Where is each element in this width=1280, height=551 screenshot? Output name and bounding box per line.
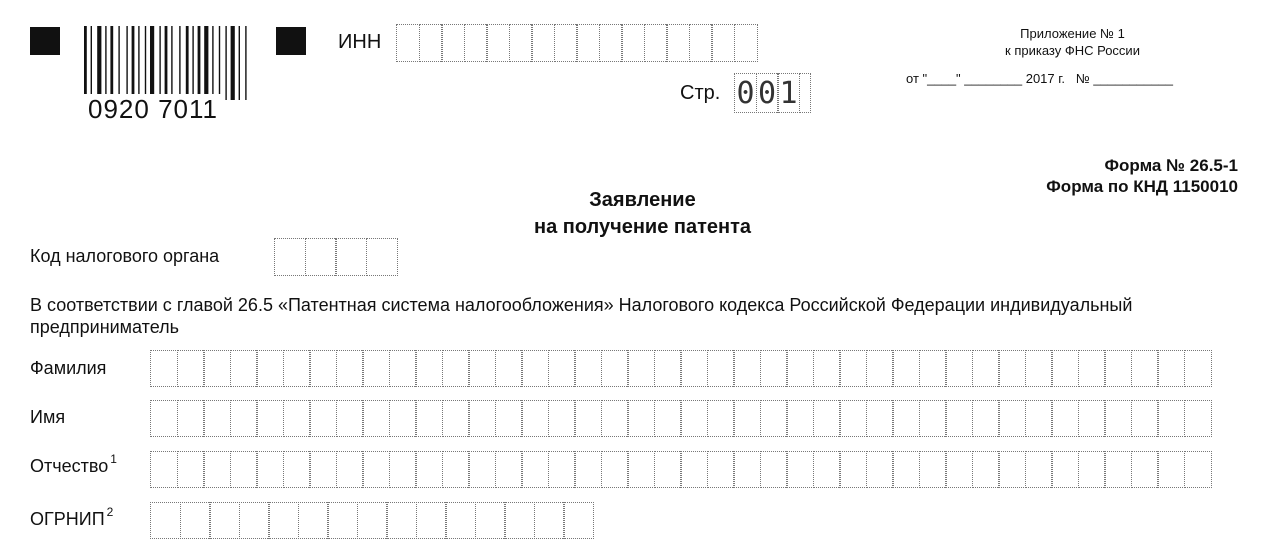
input-cell[interactable]: [654, 451, 682, 488]
input-cell[interactable]: [415, 451, 443, 488]
input-cell[interactable]: [707, 400, 735, 437]
barcode-bar: [204, 26, 208, 100]
input-cell[interactable]: [998, 350, 1026, 387]
input-cell[interactable]: [504, 502, 535, 539]
barcode-bar: [219, 26, 220, 100]
input-cell[interactable]: [327, 502, 358, 539]
input-cell[interactable]: [298, 502, 329, 539]
input-cell[interactable]: [150, 350, 178, 387]
input-cell[interactable]: [1078, 400, 1106, 437]
input-cell[interactable]: [209, 502, 240, 539]
input-cell[interactable]: [442, 400, 470, 437]
input-cell[interactable]: [1104, 451, 1132, 488]
input-cell[interactable]: [866, 451, 894, 488]
input-cell[interactable]: [521, 400, 549, 437]
input-cell[interactable]: [1104, 400, 1132, 437]
input-cell[interactable]: [733, 451, 761, 488]
input-cell[interactable]: [442, 350, 470, 387]
barcode-bar: [126, 26, 127, 100]
input-cell[interactable]: [468, 350, 496, 387]
input-cell[interactable]: [531, 24, 555, 62]
tax-code-label: Код налогового органа: [30, 246, 220, 266]
input-cell[interactable]: [230, 451, 258, 488]
input-cell[interactable]: [627, 350, 655, 387]
barcode-bar: [171, 26, 172, 100]
input-cell[interactable]: [362, 350, 390, 387]
input-cell[interactable]: [839, 451, 867, 488]
input-cell[interactable]: [627, 451, 655, 488]
input-cell[interactable]: [256, 350, 284, 387]
barcode-bar: [105, 26, 106, 100]
input-cell[interactable]: [654, 400, 682, 437]
input-cell[interactable]: [442, 451, 470, 488]
surname-field[interactable]: [150, 350, 1210, 387]
form-number: Форма № 26.5-1: [1104, 156, 1238, 175]
page-digit: 0: [756, 73, 779, 113]
appendix-line-3: от "____" ________ 2017 г. № ___________: [906, 71, 1173, 86]
input-cell[interactable]: [416, 502, 447, 539]
barcode-bar: [225, 26, 226, 100]
input-cell[interactable]: [621, 24, 645, 62]
inn-field[interactable]: [396, 24, 756, 62]
name-label: Имя: [30, 407, 66, 427]
barcode-bar: [245, 26, 246, 100]
input-cell[interactable]: [256, 451, 284, 488]
title-line-1: Заявление: [589, 189, 696, 211]
input-cell[interactable]: [1157, 400, 1185, 437]
input-cell[interactable]: [1051, 350, 1079, 387]
input-cell[interactable]: [601, 350, 629, 387]
input-cell[interactable]: [666, 24, 690, 62]
appendix-line-2: к приказу ФНС России: [1005, 43, 1140, 58]
input-cell[interactable]: [150, 400, 178, 437]
footnote-marker: 1: [110, 452, 117, 466]
input-cell[interactable]: [839, 400, 867, 437]
inn-label: ИНН: [338, 31, 382, 53]
input-cell[interactable]: [180, 502, 211, 539]
input-cell[interactable]: [866, 350, 894, 387]
input-cell[interactable]: [1131, 400, 1159, 437]
input-cell[interactable]: [1104, 350, 1132, 387]
input-cell[interactable]: [548, 400, 576, 437]
input-cell[interactable]: [268, 502, 299, 539]
input-cell[interactable]: [919, 350, 947, 387]
input-cell[interactable]: [283, 451, 311, 488]
input-cell[interactable]: [707, 350, 735, 387]
name-field[interactable]: [150, 400, 1210, 437]
input-cell[interactable]: [548, 350, 576, 387]
input-cell[interactable]: [813, 350, 841, 387]
input-cell[interactable]: [1184, 451, 1212, 488]
inn-cells: [396, 24, 756, 62]
input-cell[interactable]: [1184, 350, 1212, 387]
input-cell[interactable]: [468, 400, 496, 437]
patronymic-label-text: Отчество: [30, 456, 109, 476]
page-digit: 1: [777, 73, 800, 113]
input-cell[interactable]: [998, 400, 1026, 437]
input-cell[interactable]: [563, 502, 594, 539]
barcode-bar: [91, 26, 92, 100]
input-cell[interactable]: [1078, 451, 1106, 488]
input-cell[interactable]: [689, 24, 713, 62]
input-cell[interactable]: [760, 350, 788, 387]
input-cell[interactable]: [336, 451, 364, 488]
barcode-bar: [231, 26, 235, 100]
input-cell[interactable]: [475, 502, 506, 539]
input-cell[interactable]: [972, 400, 1000, 437]
input-cell[interactable]: [283, 400, 311, 437]
input-cell[interactable]: [1051, 400, 1079, 437]
input-cell[interactable]: [389, 451, 417, 488]
input-cell[interactable]: [309, 400, 337, 437]
input-cell[interactable]: [680, 400, 708, 437]
input-cell[interactable]: [283, 350, 311, 387]
input-cell[interactable]: [601, 451, 629, 488]
input-cell[interactable]: [464, 24, 488, 62]
barcode: [84, 26, 250, 124]
registration-marker-left: [30, 27, 60, 55]
input-cell[interactable]: [386, 502, 417, 539]
input-cell[interactable]: [839, 350, 867, 387]
input-cell[interactable]: [734, 24, 758, 62]
input-cell[interactable]: [998, 451, 1026, 488]
input-cell[interactable]: [495, 350, 523, 387]
barcode-bar: [132, 26, 135, 100]
document-title: [480, 187, 805, 241]
input-cell[interactable]: [1131, 350, 1159, 387]
input-cell[interactable]: [445, 502, 476, 539]
input-cell[interactable]: [892, 400, 920, 437]
barcode-bar: [138, 26, 139, 100]
input-cell[interactable]: [760, 400, 788, 437]
input-cell[interactable]: [892, 451, 920, 488]
input-cell[interactable]: [396, 24, 420, 62]
barcode-bar: [186, 26, 189, 100]
input-cell[interactable]: [362, 451, 390, 488]
barcode-bar: [159, 26, 160, 100]
input-cell[interactable]: [150, 451, 178, 488]
input-cell[interactable]: [972, 451, 1000, 488]
input-cell[interactable]: [1131, 451, 1159, 488]
page-digit-empty: [799, 73, 811, 113]
input-cell[interactable]: [1025, 451, 1053, 488]
input-cell[interactable]: [1051, 451, 1079, 488]
input-cell[interactable]: [335, 238, 367, 276]
input-cell[interactable]: [644, 24, 668, 62]
input-cell[interactable]: [680, 451, 708, 488]
page-digit: 0: [734, 73, 757, 113]
input-cell[interactable]: [230, 350, 258, 387]
input-cell[interactable]: [892, 350, 920, 387]
barcode-bar: [110, 26, 113, 100]
barcode-bar: [198, 26, 201, 100]
input-cell[interactable]: [177, 350, 205, 387]
input-cell[interactable]: [415, 400, 443, 437]
input-cell[interactable]: [733, 400, 761, 437]
input-cell[interactable]: [203, 400, 231, 437]
input-cell[interactable]: [972, 350, 1000, 387]
input-cell[interactable]: [486, 24, 510, 62]
input-cell[interactable]: [495, 400, 523, 437]
input-cell[interactable]: [389, 400, 417, 437]
input-cell[interactable]: [495, 451, 523, 488]
input-cell[interactable]: [389, 350, 417, 387]
input-cell[interactable]: [366, 238, 398, 276]
input-cell[interactable]: [521, 350, 549, 387]
barcode-bar: [118, 26, 119, 100]
barcode-bar: [165, 26, 168, 100]
input-cell[interactable]: [1157, 350, 1185, 387]
input-cell[interactable]: [1184, 400, 1212, 437]
input-cell[interactable]: [441, 24, 465, 62]
input-cell[interactable]: [521, 451, 549, 488]
input-cell[interactable]: [419, 24, 443, 62]
input-cell[interactable]: [711, 24, 735, 62]
input-cell[interactable]: [574, 400, 602, 437]
input-cell[interactable]: [786, 400, 814, 437]
input-cell[interactable]: [415, 350, 443, 387]
input-cell[interactable]: [574, 451, 602, 488]
input-cell[interactable]: [813, 451, 841, 488]
barcode-bars: [84, 26, 250, 100]
title-line-2: на получение патента: [533, 216, 752, 238]
barcode-bar: [192, 26, 193, 100]
input-cell[interactable]: [274, 238, 306, 276]
input-cell[interactable]: [468, 451, 496, 488]
input-cell[interactable]: [866, 400, 894, 437]
patronymic-label: [30, 452, 117, 477]
input-cell[interactable]: [177, 400, 205, 437]
input-cell[interactable]: [1025, 350, 1053, 387]
input-cell[interactable]: [203, 350, 231, 387]
input-cell[interactable]: [733, 350, 761, 387]
input-cell[interactable]: [509, 24, 533, 62]
intro-text: В соответствии с главой 26.5 «Патентная система налогообложения» Налогового кодекса Российской Федерации индивидуальный предприниматель: [30, 295, 1133, 337]
input-cell[interactable]: [945, 400, 973, 437]
ogrnip-field[interactable]: [150, 502, 593, 539]
form-knd: Форма по КНД 1150010: [1046, 177, 1238, 196]
input-cell[interactable]: [534, 502, 565, 539]
input-cell[interactable]: [177, 451, 205, 488]
registration-marker-right: [276, 27, 306, 55]
barcode-number: 0920 7011: [84, 94, 222, 125]
patronymic-field[interactable]: [150, 451, 1210, 488]
barcode-bar: [179, 26, 180, 100]
input-cell[interactable]: [576, 24, 600, 62]
barcode-bar: [84, 26, 87, 100]
input-cell[interactable]: [362, 400, 390, 437]
input-cell[interactable]: [599, 24, 623, 62]
input-cell[interactable]: [945, 350, 973, 387]
barcode-bar: [97, 26, 101, 100]
input-cell[interactable]: [707, 451, 735, 488]
input-cell[interactable]: [239, 502, 270, 539]
tax-code-field[interactable]: [274, 238, 396, 276]
input-cell[interactable]: [336, 350, 364, 387]
input-cell[interactable]: [230, 400, 258, 437]
input-cell[interactable]: [256, 400, 284, 437]
input-cell[interactable]: [627, 400, 655, 437]
input-cell[interactable]: [203, 451, 231, 488]
ogrnip-label: [30, 505, 114, 530]
surname-label: Фамилия: [30, 358, 107, 378]
ogrnip-label-text: ОГРНИП: [30, 509, 105, 529]
barcode-bar: [150, 26, 154, 100]
input-cell[interactable]: [336, 400, 364, 437]
appendix-line-1: Приложение № 1: [1020, 26, 1125, 41]
barcode-bar: [239, 26, 240, 100]
input-cell[interactable]: [357, 502, 388, 539]
input-cell[interactable]: [945, 451, 973, 488]
input-cell[interactable]: [1078, 350, 1106, 387]
input-cell[interactable]: [680, 350, 708, 387]
input-cell[interactable]: [654, 350, 682, 387]
input-cell[interactable]: [1157, 451, 1185, 488]
input-cell[interactable]: [813, 400, 841, 437]
input-cell[interactable]: [1025, 400, 1053, 437]
input-cell[interactable]: [548, 451, 576, 488]
input-cell[interactable]: [919, 451, 947, 488]
input-cell[interactable]: [786, 350, 814, 387]
input-cell[interactable]: [786, 451, 814, 488]
input-cell[interactable]: [305, 238, 337, 276]
input-cell[interactable]: [601, 400, 629, 437]
input-cell[interactable]: [309, 350, 337, 387]
input-cell[interactable]: [150, 502, 181, 539]
input-cell[interactable]: [760, 451, 788, 488]
footnote-marker: 2: [106, 505, 114, 519]
barcode-bar: [145, 26, 146, 100]
page-label: Стр.: [680, 82, 721, 104]
page-number-field: [734, 73, 809, 113]
input-cell[interactable]: [919, 400, 947, 437]
input-cell[interactable]: [309, 451, 337, 488]
barcode-bar: [212, 26, 213, 100]
input-cell[interactable]: [574, 350, 602, 387]
input-cell[interactable]: [554, 24, 578, 62]
